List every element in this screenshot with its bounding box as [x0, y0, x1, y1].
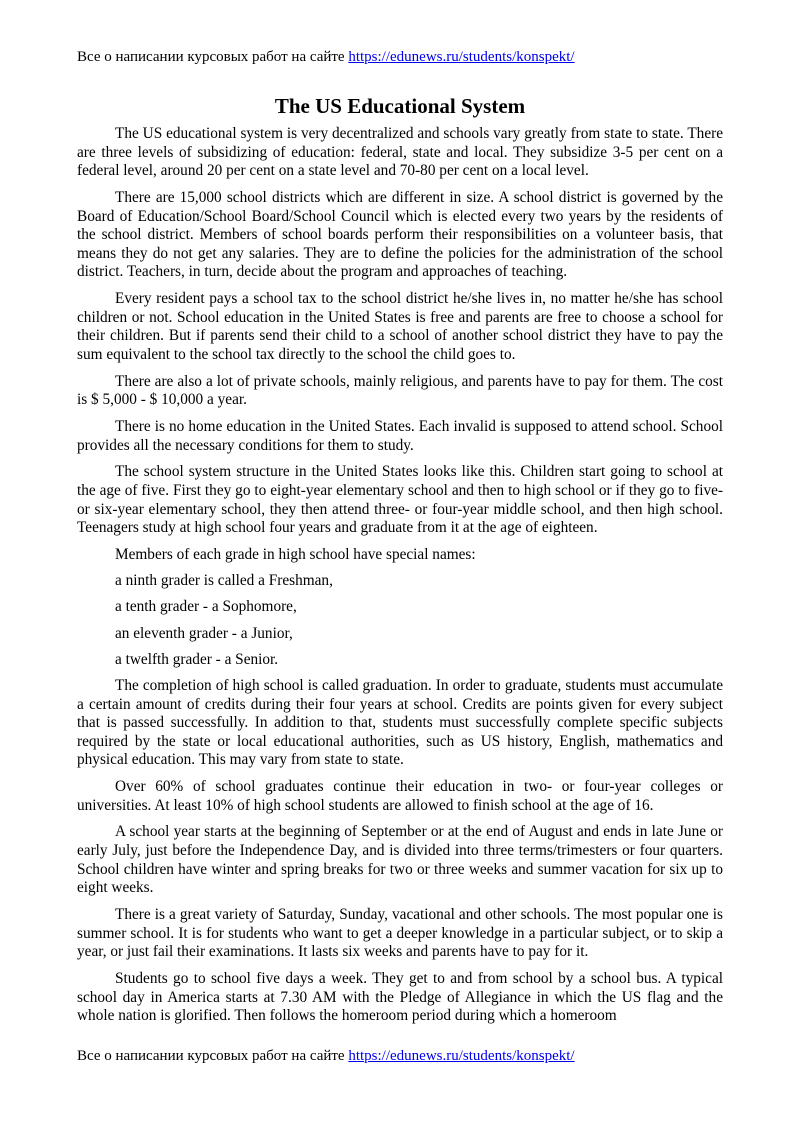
paragraph-home-education: There is no home education in the United States. Each invalid is supposed to attend school. School provides all the necessary conditions for them to study. — [77, 418, 723, 454]
document-title: The US Educational System — [274, 94, 526, 118]
header-link[interactable]: https://edunews.ru/students/konspekt/ — [348, 49, 575, 65]
list-item-freshman: a ninth grader is called a Freshman, — [115, 572, 333, 590]
list-item-senior: a twelfth grader - a Senior. — [115, 650, 279, 668]
footer-link[interactable]: https://edunews.ru/students/konspekt/ — [348, 1048, 575, 1064]
paragraph-school-year: A school year starts at the beginning of September or at the end of August and ends in late June or early July, just before the Independence Day, and is divided into three terms/trimesters or four quarters. School children have winter and spring breaks for two or three weeks and summer vacation for six up to eight weeks. — [77, 823, 723, 897]
page-header — [77, 48, 575, 66]
paragraph-graduation: The completion of high school is called graduation. In order to graduate, students must accumulate a certain amount of credits during their four years at school. Credits are points given for every subject that is passed successfully. In addition to that, students must successfully complete specific subjects required by the state or local educational authorities, such as US history, English, mathematics and physical education. This may vary from state to state. — [77, 676, 723, 769]
paragraph-grade-names: Members of each grade in high school have special names: — [115, 546, 476, 563]
paragraph-school-day: Students go to school five days a week. They get to and from school by a school bus. A typical school day in America starts at 7.30 AM with the Pledge of Allegiance in which the US flag and the whole nation is glorified. Then follows the homeroom period during which a homeroom — [77, 970, 723, 1025]
paragraph-decentralization: The US educational system is very decentralized and schools vary greatly from state to state. There are three levels of subsidizing of education: federal, state and local. They subsidize 3-5 per cent on a federal level, around 20 per cent on a state level and 70-80 per cent on a local level. — [77, 125, 723, 180]
header-text: Все о написании курсовых работ на сайте — [77, 49, 349, 65]
paragraph-colleges: Over 60% of school graduates continue their education in two- or four-year colleges or universities. At least 10% of high school students are allowed to finish school at the age of 16. — [77, 778, 723, 814]
paragraph-school-tax: Every resident pays a school tax to the school district he/she lives in, no matter he/she has school children or not. School education in the United States is free and parents are free to choose a school for their children. But if parents send their child to a school of another school district they have to pay the sum equivalent to the school tax directly to the school the child goes to. — [77, 290, 723, 363]
paragraph-private-schools: There are also a lot of private schools, mainly religious, and parents have to pay for them. The cost is $ 5,000 - $ 10,000 a year. — [77, 372, 723, 409]
list-item-sophomore: a tenth grader - a Sophomore, — [115, 598, 297, 616]
paragraph-school-districts: There are 15,000 school districts which are different in size. A school district is governed by the Board of Education/School Board/School Council which is elected every two years by the residents of the school district. Members of school boards perform their responsibilities on a volunteer basis, that means they do not get any salaries. They are to define the policies for the administration of the school district. Teachers, in turn, decide about the program and approaches of teaching. — [77, 188, 723, 281]
document-body — [77, 93, 723, 1043]
page-footer — [77, 1047, 575, 1065]
paragraph-system-structure: The school system structure in the United States looks like this. Children start going to school at the age of five. First they go to eight-year elementary school and then to high school or if they go to five- or six-year elementary school, they then attend three- or four-year middle school, and then high school. Teenagers study at high school four years and graduate from it at the age of eighteen. — [77, 463, 723, 537]
paragraph-school-variety: There is a great variety of Saturday, Sunday, vacational and other schools. The most popular one is summer school. It is for students who want to get a deeper knowledge in a particular subject, or to skip a year, or just fail their examinations. It lasts six weeks and parents have to pay for it. — [77, 906, 723, 961]
list-item-junior: an eleventh grader - a Junior, — [115, 624, 293, 642]
footer-text: Все о написании курсовых работ на сайте — [77, 1048, 349, 1064]
